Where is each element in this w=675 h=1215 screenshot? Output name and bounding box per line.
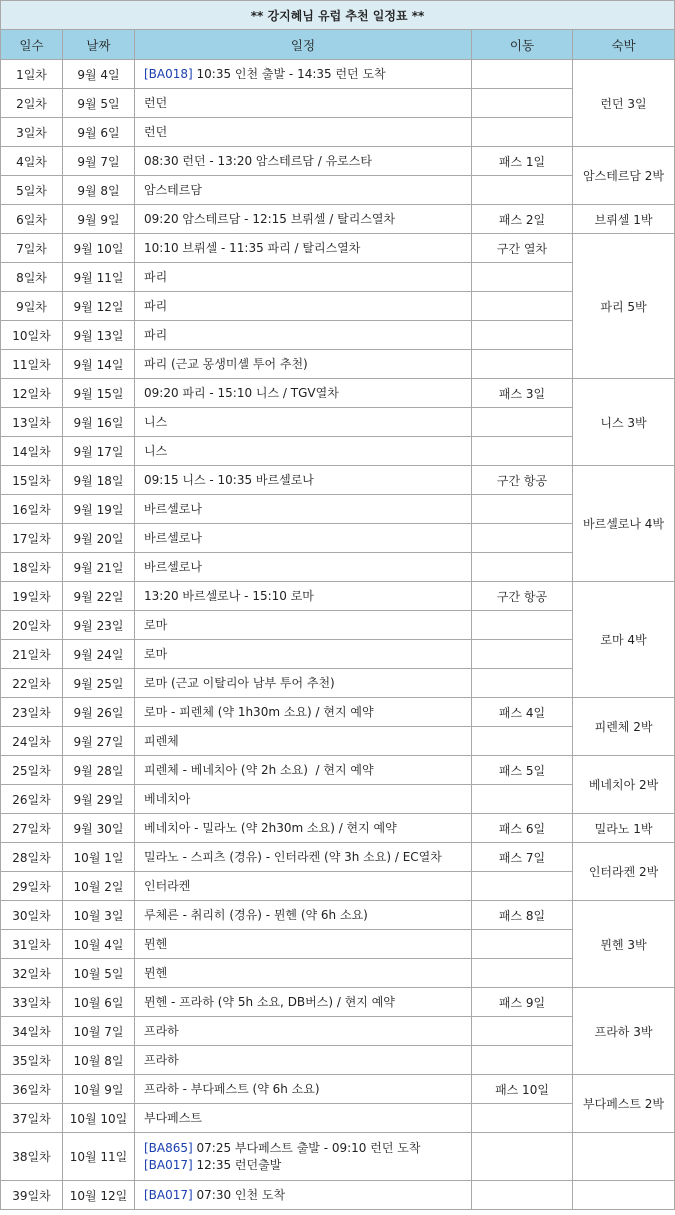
- schedule-cell: [135, 901, 472, 930]
- schedule-line: [144, 907, 471, 924]
- schedule-cell: [135, 147, 472, 176]
- transport-cell: [472, 1046, 573, 1075]
- stay-cell: 밀라노 1박: [573, 814, 675, 843]
- stay-cell: 런던 3일: [573, 60, 675, 147]
- stay-cell: 베네치아 2박: [573, 756, 675, 814]
- day-cell: 10일차: [1, 321, 63, 350]
- schedule-cell: [135, 872, 472, 901]
- schedule-text: 로마 (근교 이탈리아 남부 투어 추천): [144, 675, 335, 690]
- schedule-line: [144, 153, 471, 170]
- schedule-text: 런던: [144, 95, 168, 110]
- date-cell: 9월 7일: [63, 147, 135, 176]
- schedule-line: [144, 414, 471, 431]
- schedule-line: [144, 733, 471, 750]
- schedule-cell: [135, 321, 472, 350]
- table-row: [1, 814, 675, 843]
- table-row: [1, 60, 675, 89]
- day-cell: 37일차: [1, 1104, 63, 1133]
- schedule-text: 09:20 암스테르담 - 12:15 브뤼셀 / 탈리스열차: [144, 211, 396, 226]
- day-cell: 6일차: [1, 205, 63, 234]
- schedule-text: 로마: [144, 646, 168, 661]
- date-cell: 10월 9일: [63, 1075, 135, 1104]
- date-cell: 10월 2일: [63, 872, 135, 901]
- header-schedule: 일정: [135, 30, 472, 60]
- date-cell: 9월 22일: [63, 582, 135, 611]
- date-cell: 9월 24일: [63, 640, 135, 669]
- stay-cell: 로마 4박: [573, 582, 675, 698]
- schedule-cell: [135, 814, 472, 843]
- date-cell: 9월 23일: [63, 611, 135, 640]
- transport-cell: 패스 8일: [472, 901, 573, 930]
- schedule-line: [144, 356, 471, 373]
- schedule-cell: [135, 582, 472, 611]
- schedule-cell: [135, 292, 472, 321]
- table-row: [1, 756, 675, 785]
- schedule-line: [144, 559, 471, 576]
- day-cell: 38일차: [1, 1133, 63, 1181]
- day-cell: 1일차: [1, 60, 63, 89]
- date-cell: 9월 9일: [63, 205, 135, 234]
- header-date: 날짜: [63, 30, 135, 60]
- transport-cell: [472, 263, 573, 292]
- transport-cell: [472, 408, 573, 437]
- schedule-line: [144, 588, 471, 605]
- schedule-text: 뮌헨 - 프라하 (약 5h 소요, DB버스) / 현지 예약: [144, 994, 395, 1009]
- transport-cell: [472, 785, 573, 814]
- transport-cell: 패스 4일: [472, 698, 573, 727]
- schedule-cell: [135, 524, 472, 553]
- transport-cell: 패스 9일: [472, 988, 573, 1017]
- date-cell: 9월 26일: [63, 698, 135, 727]
- transport-cell: [472, 118, 573, 147]
- schedule-line: [144, 472, 471, 489]
- transport-cell: [472, 437, 573, 466]
- transport-cell: 패스 6일: [472, 814, 573, 843]
- table-row: [1, 698, 675, 727]
- schedule-cell: [135, 408, 472, 437]
- schedule-line: [144, 878, 471, 895]
- stay-cell: 니스 3박: [573, 379, 675, 466]
- day-cell: 32일차: [1, 959, 63, 988]
- date-cell: 9월 17일: [63, 437, 135, 466]
- day-cell: 24일차: [1, 727, 63, 756]
- date-cell: 9월 15일: [63, 379, 135, 408]
- date-cell: 10월 6일: [63, 988, 135, 1017]
- stay-cell: 브뤼셀 1박: [573, 205, 675, 234]
- day-cell: 16일차: [1, 495, 63, 524]
- date-cell: 9월 14일: [63, 350, 135, 379]
- date-cell: 9월 5일: [63, 89, 135, 118]
- day-cell: 5일차: [1, 176, 63, 205]
- schedule-cell: [135, 756, 472, 785]
- day-cell: 23일차: [1, 698, 63, 727]
- day-cell: 30일차: [1, 901, 63, 930]
- transport-cell: [472, 292, 573, 321]
- day-cell: 29일차: [1, 872, 63, 901]
- date-cell: 9월 27일: [63, 727, 135, 756]
- day-cell: 27일차: [1, 814, 63, 843]
- schedule-cell: [135, 437, 472, 466]
- stay-cell: 프라하 3박: [573, 988, 675, 1075]
- date-cell: 9월 18일: [63, 466, 135, 495]
- day-cell: 11일차: [1, 350, 63, 379]
- day-cell: 18일차: [1, 553, 63, 582]
- schedule-cell: [135, 640, 472, 669]
- day-cell: 25일차: [1, 756, 63, 785]
- schedule-text: 뮌헨: [144, 936, 168, 951]
- stay-cell: 부다페스트 2박: [573, 1075, 675, 1133]
- day-cell: 19일차: [1, 582, 63, 611]
- stay-cell: 피렌체 2박: [573, 698, 675, 756]
- schedule-cell: [135, 350, 472, 379]
- transport-cell: [472, 89, 573, 118]
- schedule-text: 바르셀로나: [144, 501, 202, 516]
- header-stay: 숙박: [573, 30, 675, 60]
- schedule-line: [144, 211, 471, 228]
- transport-cell: 구간 항공: [472, 466, 573, 495]
- date-cell: 9월 11일: [63, 263, 135, 292]
- schedule-line: [144, 1023, 471, 1040]
- schedule-cell: [135, 698, 472, 727]
- day-cell: 33일차: [1, 988, 63, 1017]
- table-row: [1, 582, 675, 611]
- schedule-text: 베네치아: [144, 791, 191, 806]
- schedule-text: 피렌체 - 베네치아 (약 2h 소요) / 현지 예약: [144, 762, 374, 777]
- table-row: [1, 379, 675, 408]
- schedule-line: [144, 95, 471, 112]
- day-cell: 39일차: [1, 1181, 63, 1210]
- schedule-line: [144, 1110, 471, 1127]
- schedule-text: 프라하: [144, 1052, 179, 1067]
- schedule-line: [144, 124, 471, 141]
- date-cell: 10월 4일: [63, 930, 135, 959]
- schedule-text: 08:30 런던 - 13:20 암스테르담 / 유로스타: [144, 153, 372, 168]
- date-cell: 10월 8일: [63, 1046, 135, 1075]
- stay-cell: 파리 5박: [573, 234, 675, 379]
- schedule-cell: [135, 785, 472, 814]
- schedule-text: 인터라켄: [144, 878, 191, 893]
- schedule-line: [144, 385, 471, 402]
- date-cell: 9월 28일: [63, 756, 135, 785]
- schedule-line: [144, 1140, 471, 1157]
- schedule-line: [144, 965, 471, 982]
- schedule-text: 바르셀로나: [144, 559, 202, 574]
- table-row: [1, 1133, 675, 1181]
- flight-code: [BA865]: [144, 1140, 193, 1155]
- day-cell: 26일차: [1, 785, 63, 814]
- schedule-text: 로마 - 피렌체 (약 1h30m 소요) / 현지 예약: [144, 704, 374, 719]
- day-cell: 3일차: [1, 118, 63, 147]
- schedule-cell: [135, 611, 472, 640]
- date-cell: 10월 5일: [63, 959, 135, 988]
- day-cell: 17일차: [1, 524, 63, 553]
- schedule-cell: [135, 988, 472, 1017]
- schedule-cell: [135, 89, 472, 118]
- schedule-text: 파리: [144, 327, 168, 342]
- schedule-cell: [135, 1046, 472, 1075]
- schedule-line: [144, 646, 471, 663]
- schedule-line: [144, 443, 471, 460]
- schedule-line: [144, 936, 471, 953]
- schedule-cell: [135, 1133, 472, 1181]
- header-day: 일수: [1, 30, 63, 60]
- schedule-cell: [135, 1017, 472, 1046]
- transport-cell: 패스 2일: [472, 205, 573, 234]
- schedule-text: 로마: [144, 617, 168, 632]
- date-cell: 10월 12일: [63, 1181, 135, 1210]
- date-cell: 10월 11일: [63, 1133, 135, 1181]
- schedule-line: [144, 675, 471, 692]
- date-cell: 9월 29일: [63, 785, 135, 814]
- date-cell: 9월 6일: [63, 118, 135, 147]
- schedule-text: 파리 (근교 몽생미셸 투어 추천): [144, 356, 308, 371]
- schedule-cell: [135, 669, 472, 698]
- transport-cell: [472, 524, 573, 553]
- header-row: [1, 30, 675, 60]
- transport-cell: [472, 176, 573, 205]
- date-cell: 9월 19일: [63, 495, 135, 524]
- schedule-cell: [135, 959, 472, 988]
- table-row: [1, 843, 675, 872]
- transport-cell: [472, 727, 573, 756]
- date-cell: 9월 4일: [63, 60, 135, 89]
- schedule-cell: [135, 263, 472, 292]
- schedule-line: [144, 501, 471, 518]
- schedule-line: [144, 240, 471, 257]
- schedule-cell: [135, 1075, 472, 1104]
- schedule-text: 프라하: [144, 1023, 179, 1038]
- transport-cell: [472, 1017, 573, 1046]
- transport-cell: [472, 611, 573, 640]
- title-row: [1, 1, 675, 30]
- stay-cell: 인터라켄 2박: [573, 843, 675, 901]
- date-cell: 9월 21일: [63, 553, 135, 582]
- flight-code: [BA017]: [144, 1157, 193, 1172]
- schedule-line: [144, 704, 471, 721]
- day-cell: 7일차: [1, 234, 63, 263]
- transport-cell: [472, 553, 573, 582]
- day-cell: 15일차: [1, 466, 63, 495]
- transport-cell: 패스 7일: [472, 843, 573, 872]
- table-row: [1, 466, 675, 495]
- schedule-line: [144, 1052, 471, 1069]
- day-cell: 4일차: [1, 147, 63, 176]
- transport-cell: [472, 1181, 573, 1210]
- schedule-text: 09:15 니스 - 10:35 바르셀로나: [144, 472, 314, 487]
- schedule-text: 프라하 - 부다페스트 (약 6h 소요): [144, 1081, 320, 1096]
- date-cell: 9월 20일: [63, 524, 135, 553]
- date-cell: 9월 12일: [63, 292, 135, 321]
- day-cell: 12일차: [1, 379, 63, 408]
- schedule-line: [144, 762, 471, 779]
- schedule-cell: [135, 727, 472, 756]
- schedule-cell: [135, 495, 472, 524]
- schedule-cell: [135, 930, 472, 959]
- stay-cell: 뮌헨 3박: [573, 901, 675, 988]
- schedule-cell: [135, 234, 472, 263]
- schedule-text: 암스테르담: [144, 182, 202, 197]
- date-cell: 10월 10일: [63, 1104, 135, 1133]
- table-row: [1, 1181, 675, 1210]
- schedule-text: 파리: [144, 269, 168, 284]
- stay-cell: 암스테르담 2박: [573, 147, 675, 205]
- schedule-text: 피렌체: [144, 733, 179, 748]
- table-row: [1, 205, 675, 234]
- schedule-text: 10:35 인천 출발 - 14:35 런던 도착: [192, 66, 386, 81]
- flight-code: [BA018]: [144, 66, 193, 81]
- transport-cell: [472, 930, 573, 959]
- transport-cell: [472, 669, 573, 698]
- table-row: [1, 1075, 675, 1104]
- schedule-cell: [135, 1104, 472, 1133]
- day-cell: 28일차: [1, 843, 63, 872]
- schedule-cell: [135, 176, 472, 205]
- schedule-text: 바르셀로나: [144, 530, 202, 545]
- date-cell: 10월 1일: [63, 843, 135, 872]
- schedule-line: [144, 269, 471, 286]
- date-cell: 9월 16일: [63, 408, 135, 437]
- schedule-line: [144, 1187, 471, 1204]
- date-cell: 9월 10일: [63, 234, 135, 263]
- schedule-cell: [135, 553, 472, 582]
- schedule-line: [144, 530, 471, 547]
- schedule-text: 07:30 인천 도착: [192, 1187, 286, 1202]
- day-cell: 9일차: [1, 292, 63, 321]
- date-cell: 10월 7일: [63, 1017, 135, 1046]
- day-cell: 20일차: [1, 611, 63, 640]
- day-cell: 21일차: [1, 640, 63, 669]
- schedule-text: 니스: [144, 414, 168, 429]
- day-cell: 36일차: [1, 1075, 63, 1104]
- transport-cell: [472, 640, 573, 669]
- header-transport: 이동: [472, 30, 573, 60]
- date-cell: 9월 30일: [63, 814, 135, 843]
- transport-cell: 패스 3일: [472, 379, 573, 408]
- transport-cell: 패스 1일: [472, 147, 573, 176]
- table-row: [1, 147, 675, 176]
- date-cell: 10월 3일: [63, 901, 135, 930]
- day-cell: 31일차: [1, 930, 63, 959]
- schedule-text: 10:10 브뤼셀 - 11:35 파리 / 탈리스열차: [144, 240, 361, 255]
- transport-cell: [472, 872, 573, 901]
- day-cell: 14일차: [1, 437, 63, 466]
- schedule-text: 니스: [144, 443, 168, 458]
- schedule-cell: [135, 60, 472, 89]
- schedule-line: [144, 820, 471, 837]
- transport-cell: [472, 959, 573, 988]
- schedule-line: [144, 791, 471, 808]
- transport-cell: 구간 항공: [472, 582, 573, 611]
- stay-cell: [573, 1181, 675, 1210]
- day-cell: 35일차: [1, 1046, 63, 1075]
- day-cell: 8일차: [1, 263, 63, 292]
- transport-cell: 패스 5일: [472, 756, 573, 785]
- stay-cell: 바르셀로나 4박: [573, 466, 675, 582]
- schedule-text: 런던: [144, 124, 168, 139]
- schedule-text: 09:20 파리 - 15:10 니스 / TGV열차: [144, 385, 339, 400]
- schedule-line: [144, 617, 471, 634]
- transport-cell: [472, 495, 573, 524]
- schedule-text: 밀라노 - 스피츠 (경유) - 인터라켄 (약 3h 소요) / EC열차: [144, 849, 442, 864]
- schedule-cell: [135, 466, 472, 495]
- schedule-line: [144, 1081, 471, 1098]
- flight-code: [BA017]: [144, 1187, 193, 1202]
- transport-cell: [472, 1133, 573, 1181]
- schedule-cell: [135, 379, 472, 408]
- day-cell: 2일차: [1, 89, 63, 118]
- schedule-text: 루체른 - 취리히 (경유) - 뮌헨 (약 6h 소요): [144, 907, 368, 922]
- table-title: ** 강지혜님 유럽 추천 일정표 **: [1, 1, 675, 30]
- transport-cell: [472, 60, 573, 89]
- schedule-cell: [135, 205, 472, 234]
- schedule-line: [144, 327, 471, 344]
- schedule-cell: [135, 118, 472, 147]
- schedule-text: 13:20 바르셀로나 - 15:10 로마: [144, 588, 314, 603]
- schedule-text: 07:25 부다페스트 출발 - 09:10 런던 도착: [192, 1140, 421, 1155]
- schedule-text: 12:35 런던출발: [192, 1157, 282, 1172]
- schedule-text: 파리: [144, 298, 168, 313]
- date-cell: 9월 25일: [63, 669, 135, 698]
- table-row: [1, 988, 675, 1017]
- schedule-line: [144, 182, 471, 199]
- date-cell: 9월 13일: [63, 321, 135, 350]
- schedule-text: 뮌헨: [144, 965, 168, 980]
- schedule-line: [144, 849, 471, 866]
- schedule-line: [144, 66, 471, 83]
- transport-cell: 패스 10일: [472, 1075, 573, 1104]
- schedule-text: 부다페스트: [144, 1110, 202, 1125]
- table-row: [1, 901, 675, 930]
- transport-cell: [472, 1104, 573, 1133]
- schedule-line: [144, 1157, 471, 1174]
- schedule-line: [144, 298, 471, 315]
- schedule-text: 베네치아 - 밀라노 (약 2h30m 소요) / 현지 예약: [144, 820, 397, 835]
- itinerary-body: [1, 60, 675, 1210]
- table-row: [1, 234, 675, 263]
- schedule-cell: [135, 843, 472, 872]
- day-cell: 22일차: [1, 669, 63, 698]
- schedule-line: [144, 994, 471, 1011]
- date-cell: 9월 8일: [63, 176, 135, 205]
- transport-cell: 구간 열차: [472, 234, 573, 263]
- day-cell: 13일차: [1, 408, 63, 437]
- stay-cell: [573, 1133, 675, 1181]
- schedule-cell: [135, 1181, 472, 1210]
- transport-cell: [472, 350, 573, 379]
- transport-cell: [472, 321, 573, 350]
- day-cell: 34일차: [1, 1017, 63, 1046]
